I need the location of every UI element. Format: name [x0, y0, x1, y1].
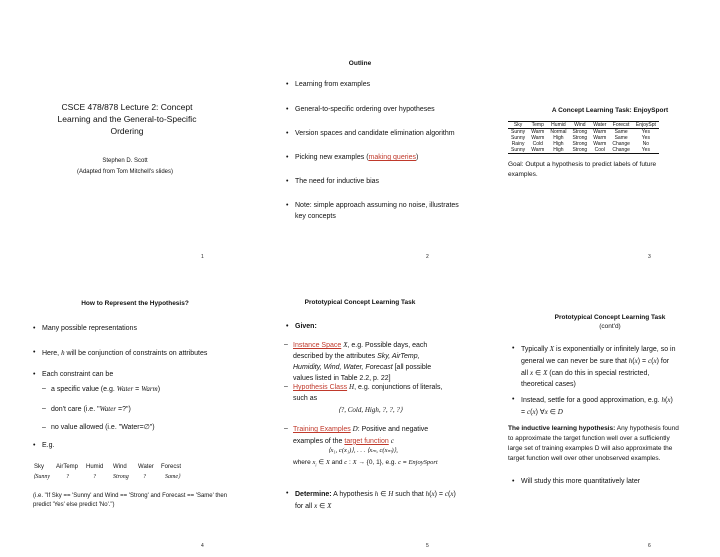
table-row: Sunny Warm High Strong Warm Same Yes [511, 135, 650, 141]
sub-bullet: – Instance Space X, e.g. Possible days, each described by the attributes Sky, AirTemp, Humidity, Wind, Water, Forecast [all possible values listed in Table 2.2, p. 22] [284, 341, 432, 382]
goal-text: Goal: Output a hypothesis to predict labels of future examples. [508, 161, 657, 179]
table-header-row: Sky Temp Humid Wind Water Forecst EnjoySpt [508, 122, 659, 129]
sub-bullet: – Training Examples D: Positive and negative examples of the target function c [284, 425, 429, 445]
enjoysport-table [508, 121, 659, 154]
table-row: Rainy Cold High Strong Warm Change No [511, 141, 650, 147]
bullet-determine: • Determine: A hypothesis h ∈ H such that h(x) = c(x) for all x ∈ X [286, 490, 456, 510]
bullet: • Version spaces and candidate elimination algorithm [286, 130, 455, 137]
bullet: • Picking new examples (making queries) [286, 154, 419, 161]
page-number: 1 [201, 254, 204, 260]
slide-title: Outline [348, 60, 372, 67]
table-row: Sunny Warm Normal Strong Warm Same Yes [511, 129, 650, 135]
sub-bullet: – no value allowed (i.e. "Water=∅") [42, 424, 155, 431]
bullet: • Note: simple approach assuming no noise, illustrates key concepts [286, 202, 459, 220]
slide-title: A Concept Learning Task: EnjoySport [551, 107, 669, 114]
slide-6 [480, 278, 720, 556]
slide-3 [480, 0, 720, 278]
examples-formula: ⟨x₁, c(x₁)⟩, . . . ⟨xₘ, c(xₘ)⟩, [328, 447, 398, 454]
page-number: 3 [648, 254, 651, 260]
bullet: • E.g. [33, 442, 55, 449]
slide-title: Prototypical Concept Learning Task [554, 314, 666, 321]
instance-space-link[interactable]: Instance Space [293, 342, 342, 349]
bullet: • Many possible representations [33, 325, 137, 332]
bullet: • Learning from examples [286, 81, 371, 88]
bullet: • Typically X is exponentially or infinitely large, so in general we can never be sure that h(x) = c(x) for all x ∈ X (can do this in special restricted, theoretical cases) [512, 345, 676, 388]
bullet: • General-to-specific ordering over hypotheses [286, 106, 435, 113]
page-number: 2 [426, 254, 429, 260]
training-examples-link[interactable]: Training Examples [293, 426, 351, 433]
slide-5 [240, 278, 480, 556]
making-queries-link[interactable]: making queries [368, 154, 416, 161]
bullet: • The need for inductive bias [286, 178, 380, 185]
sub-bullet: – don't care (i.e. "Water =?") [42, 405, 131, 413]
credit: (Adapted from Tom Mitchell's slides) [76, 169, 174, 175]
bullet: • Instead, settle for a good approximation, e.g. h(x) = c(x) ∀x ∈ D [512, 396, 673, 416]
table-row: Sunny Warm High Strong Cool Change Yes [511, 147, 650, 153]
lecture-title: CSCE 478/878 Lecture 2: Concept Learning and the General-to-Specific Ordering [57, 102, 197, 136]
sub-bullet: – a specific value (e.g. Water = Warm) [42, 385, 161, 393]
slide-1 [0, 0, 240, 278]
slide-4 [0, 278, 240, 556]
hypothesis-note: (i.e. "If Sky == 'Sunny' and Wind == 'Strong' and Forecast == 'Same' then predict 'Yes' else predict 'No'.") [33, 493, 228, 508]
inductive-hypothesis: The inductive learning hypothesis: Any hypothesis found to approximate the target function well over a sufficiently large set of training examples D will also approximate the target function well over other unobserved examples. [508, 425, 679, 463]
slide-title: How to Represent the Hypothesis? [81, 300, 189, 307]
page-number: 5 [426, 543, 429, 549]
target-function-link[interactable]: target function [344, 437, 389, 445]
bullet: • Each constraint can be [33, 371, 114, 378]
slide-2 [240, 0, 480, 278]
hypothesis-class-link[interactable]: Hypothesis Class [293, 384, 348, 391]
page-number: 6 [648, 543, 651, 549]
bullet: • Here, h will be conjunction of constraints on attributes [33, 349, 208, 357]
bullet-given: • Given: [286, 323, 317, 330]
sub-bullet: – Hypothesis Class H, e.g. conjunctions of literals, such as [284, 383, 443, 402]
bullet: • Will study this more quantitatively later [512, 478, 641, 485]
author: Stephen D. Scott [102, 158, 148, 164]
examples-where: where $x_i$ ∈ X and c : X → {0, 1}, e.g. c = EnjoySport [293, 459, 438, 468]
hypothesis-values: ⟨Sunny ? ? Strong ? Same⟩ [33, 474, 181, 480]
hypothesis-example: ⟨?, Cold, High, ?, ?, ?⟩ [338, 406, 403, 414]
page-number: 4 [201, 543, 204, 549]
slide-subtitle: (cont'd) [599, 323, 621, 330]
slide-title: Prototypical Concept Learning Task [304, 299, 416, 306]
hypothesis-headers: Sky AirTemp Humid Wind Water Forecst [34, 464, 182, 470]
